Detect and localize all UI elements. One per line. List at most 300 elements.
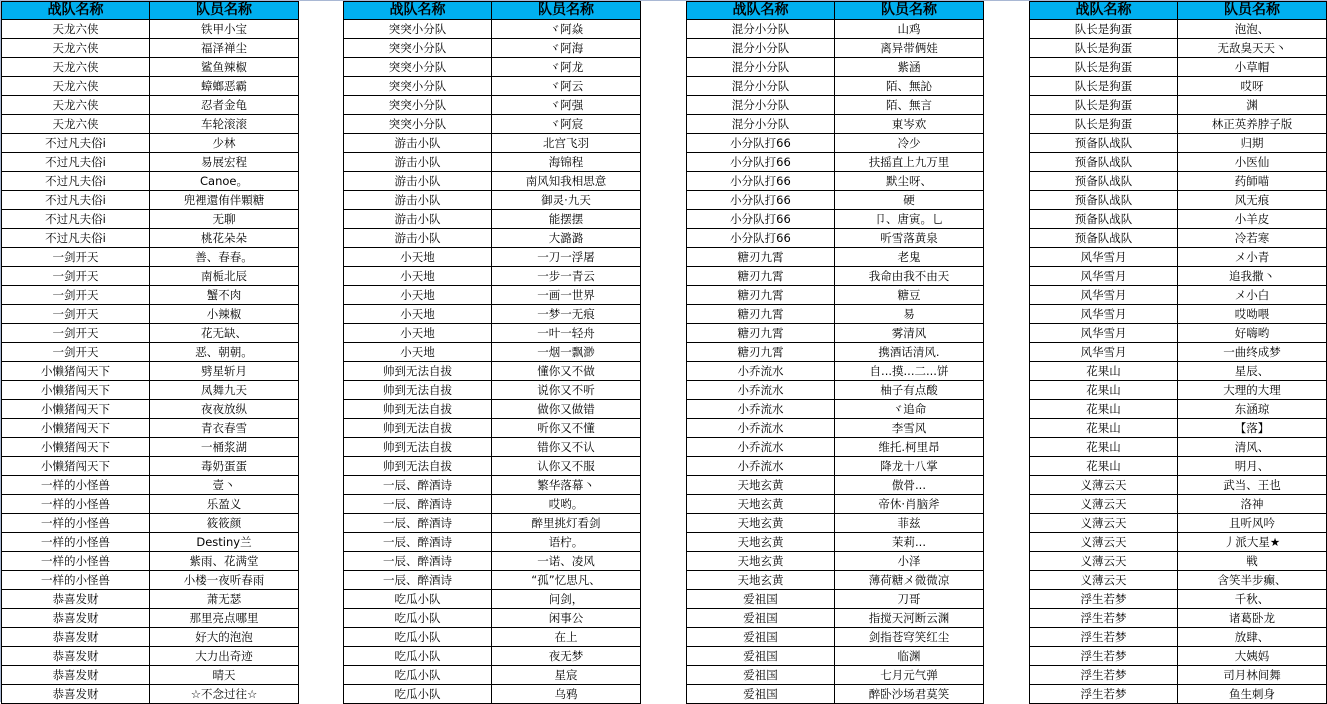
team-name-cell[interactable]: 爱祖国	[687, 666, 835, 685]
member-name-header[interactable]: 队员名称	[1178, 2, 1327, 20]
member-name-cell[interactable]: 恶、朝朝。	[150, 343, 299, 362]
team-name-cell[interactable]: 一剑开天	[2, 343, 150, 362]
member-name-cell[interactable]: 福泽禅尘	[150, 39, 299, 58]
team-name-cell[interactable]: 小乔流水	[687, 362, 835, 381]
member-name-cell[interactable]: ヾ阿宸	[492, 115, 641, 134]
team-name-cell[interactable]: 天龙六侠	[2, 58, 150, 77]
member-name-cell[interactable]: 鲨鱼辣椒	[150, 58, 299, 77]
team-name-cell[interactable]: 小乔流水	[687, 400, 835, 419]
team-name-cell[interactable]: 义薄云天	[1030, 495, 1178, 514]
team-name-cell[interactable]: 一辰、醉酒诗	[344, 571, 492, 590]
member-name-cell[interactable]: 指搅天河断云渊	[835, 609, 984, 628]
team-name-cell[interactable]: 小懒猪闯天下	[2, 438, 150, 457]
team-name-cell[interactable]: 一辰、醉酒诗	[344, 476, 492, 495]
member-name-cell[interactable]: ヾ阿云	[492, 77, 641, 96]
member-name-cell[interactable]: Destiny兰	[150, 533, 299, 552]
team-name-cell[interactable]: 不过凡夫俗i	[2, 172, 150, 191]
team-name-cell[interactable]: 混分小分队	[687, 77, 835, 96]
member-name-cell[interactable]: 乐盈义	[150, 495, 299, 514]
team-name-cell[interactable]: 吃瓜小队	[344, 666, 492, 685]
team-name-cell[interactable]: 一样的小怪兽	[2, 571, 150, 590]
team-name-cell[interactable]: 小天地	[344, 248, 492, 267]
member-name-cell[interactable]: 菲兹	[835, 514, 984, 533]
team-name-cell[interactable]: 帅到无法自拔	[344, 457, 492, 476]
team-name-cell[interactable]: 队长是狗蛋	[1030, 39, 1178, 58]
member-name-cell[interactable]: 默尘呀、	[835, 172, 984, 191]
member-name-cell[interactable]: 听你又不懂	[492, 419, 641, 438]
team-name-cell[interactable]: 小乔流水	[687, 419, 835, 438]
team-name-cell[interactable]: 花果山	[1030, 419, 1178, 438]
member-name-cell[interactable]: 刀哥	[835, 590, 984, 609]
team-name-header[interactable]: 战队名称	[687, 2, 835, 20]
team-name-cell[interactable]: 混分小分队	[687, 115, 835, 134]
team-name-cell[interactable]: 小懒猪闯天下	[2, 457, 150, 476]
table-row	[2, 400, 299, 419]
member-name-cell[interactable]: 认你又不服	[492, 457, 641, 476]
member-name-cell[interactable]: 哎呀	[1178, 77, 1327, 96]
member-name-cell[interactable]: 临渊	[835, 647, 984, 666]
team-name-cell[interactable]: 帅到无法自拔	[344, 438, 492, 457]
team-name-header[interactable]: 战队名称	[1030, 2, 1178, 20]
team-name-cell[interactable]: 游击小队	[344, 191, 492, 210]
member-name-cell[interactable]: 渊	[1178, 96, 1327, 115]
team-name-cell[interactable]: 小分队打66	[687, 210, 835, 229]
team-name-cell[interactable]: 天龙六侠	[2, 20, 150, 39]
member-name-cell[interactable]: 卩、唐寅。乚	[835, 210, 984, 229]
team-name-cell[interactable]: 天地玄黄	[687, 495, 835, 514]
team-name-cell[interactable]: 小懒猪闯天下	[2, 381, 150, 400]
member-name-cell[interactable]: メ小青	[1178, 248, 1327, 267]
team-name-cell[interactable]: 吃瓜小队	[344, 685, 492, 704]
team-name-cell[interactable]: 小乔流水	[687, 438, 835, 457]
team-name-cell[interactable]: 一辰、醉酒诗	[344, 533, 492, 552]
team-name-cell[interactable]: 花果山	[1030, 381, 1178, 400]
team-name-cell[interactable]: 浮生若梦	[1030, 628, 1178, 647]
member-name-cell[interactable]: 一烟一飘渺	[492, 343, 641, 362]
team-name-cell[interactable]: 游击小队	[344, 229, 492, 248]
team-name-cell[interactable]: 混分小分队	[687, 39, 835, 58]
member-name-cell[interactable]: 一曲终成梦	[1178, 343, 1327, 362]
team-name-cell[interactable]: 混分小分队	[687, 58, 835, 77]
member-name-cell[interactable]: 维托.柯里昂	[835, 438, 984, 457]
team-name-cell[interactable]: 游击小队	[344, 172, 492, 191]
member-name-cell[interactable]: 司月林间舞	[1178, 666, 1327, 685]
member-name-cell[interactable]: 扶摇直上九万里	[835, 153, 984, 172]
member-name-cell[interactable]: 那里亮点哪里	[150, 609, 299, 628]
member-name-cell[interactable]: 诸葛卧龙	[1178, 609, 1327, 628]
member-name-cell[interactable]: 冷少	[835, 134, 984, 153]
team-name-cell[interactable]: 队长是狗蛋	[1030, 115, 1178, 134]
team-name-cell[interactable]: 一辰、醉酒诗	[344, 514, 492, 533]
team-name-cell[interactable]: 预备队战队	[1030, 191, 1178, 210]
member-name-cell[interactable]: 追我撒丶	[1178, 267, 1327, 286]
team-name-cell[interactable]: 义薄云天	[1030, 533, 1178, 552]
team-name-cell[interactable]: 小乔流水	[687, 457, 835, 476]
team-name-cell[interactable]: 一剑开天	[2, 267, 150, 286]
member-name-cell[interactable]: 说你又不听	[492, 381, 641, 400]
member-name-header[interactable]: 队员名称	[835, 2, 984, 20]
member-name-cell[interactable]: 陌、無訫	[835, 77, 984, 96]
team-name-cell[interactable]: 花果山	[1030, 438, 1178, 457]
team-name-cell[interactable]: 小天地	[344, 324, 492, 343]
team-name-cell[interactable]: 游击小队	[344, 210, 492, 229]
member-name-cell[interactable]: 帝休·肖脑斧	[835, 495, 984, 514]
team-name-cell[interactable]: 突突小分队	[344, 96, 492, 115]
team-name-cell[interactable]: 突突小分队	[344, 77, 492, 96]
member-name-cell[interactable]: 好大的泡泡	[150, 628, 299, 647]
member-name-cell[interactable]: ヾ追命	[835, 400, 984, 419]
member-name-cell[interactable]: 夜夜放纵	[150, 400, 299, 419]
team-name-cell[interactable]: 队长是狗蛋	[1030, 20, 1178, 39]
team-name-cell[interactable]: 爱祖国	[687, 590, 835, 609]
member-name-cell[interactable]: 清风、	[1178, 438, 1327, 457]
team-name-cell[interactable]: 浮生若梦	[1030, 590, 1178, 609]
team-name-cell[interactable]: 小天地	[344, 286, 492, 305]
member-name-cell[interactable]: 车轮滚滚	[150, 115, 299, 134]
team-name-cell[interactable]: 恭喜发财	[2, 609, 150, 628]
team-name-cell[interactable]: 吃瓜小队	[344, 609, 492, 628]
team-name-cell[interactable]: 不过凡夫俗i	[2, 153, 150, 172]
member-name-cell[interactable]: 雾清风	[835, 324, 984, 343]
team-name-cell[interactable]: 小天地	[344, 267, 492, 286]
member-name-cell[interactable]: 御灵·九天	[492, 191, 641, 210]
member-name-cell[interactable]: 携酒话清风.	[835, 343, 984, 362]
team-name-cell[interactable]: 小懒猪闯天下	[2, 419, 150, 438]
team-name-cell[interactable]: 浮生若梦	[1030, 609, 1178, 628]
member-name-cell[interactable]: 一画一世界	[492, 286, 641, 305]
member-name-header[interactable]: 队员名称	[492, 2, 641, 20]
member-name-cell[interactable]: 老鬼	[835, 248, 984, 267]
team-name-header[interactable]: 战队名称	[344, 2, 492, 20]
team-name-cell[interactable]: 爱祖国	[687, 609, 835, 628]
member-name-cell[interactable]: 一叶一轻舟	[492, 324, 641, 343]
team-name-cell[interactable]: 吃瓜小队	[344, 628, 492, 647]
member-name-cell[interactable]: 劈星斩月	[150, 362, 299, 381]
team-name-cell[interactable]: 浮生若梦	[1030, 647, 1178, 666]
team-name-cell[interactable]: 队长是狗蛋	[1030, 77, 1178, 96]
member-name-cell[interactable]: 凤舞九天	[150, 381, 299, 400]
member-name-cell[interactable]: 少林	[150, 134, 299, 153]
member-name-cell[interactable]: 東岑欢	[835, 115, 984, 134]
team-name-cell[interactable]: 吃瓜小队	[344, 590, 492, 609]
member-name-cell[interactable]: 大力出奇迹	[150, 647, 299, 666]
member-name-cell[interactable]: 大潞潞	[492, 229, 641, 248]
member-name-cell[interactable]: 花无缺、	[150, 324, 299, 343]
team-name-cell[interactable]: 突突小分队	[344, 20, 492, 39]
member-name-cell[interactable]: 自...摸...二...饼	[835, 362, 984, 381]
team-name-cell[interactable]: 爱祖国	[687, 685, 835, 704]
team-name-cell[interactable]: 小懒猪闯天下	[2, 362, 150, 381]
member-name-cell[interactable]: “孤”忆思凡、	[492, 571, 641, 590]
team-name-cell[interactable]: 糖刃九霄	[687, 324, 835, 343]
member-name-cell[interactable]: 我命由我不由天	[835, 267, 984, 286]
team-name-cell[interactable]: 义薄云天	[1030, 476, 1178, 495]
member-name-cell[interactable]: 紫雨、花满堂	[150, 552, 299, 571]
team-name-cell[interactable]: 预备队战队	[1030, 134, 1178, 153]
team-name-cell[interactable]: 一剑开天	[2, 305, 150, 324]
member-name-cell[interactable]: 醉里挑灯看剑	[492, 514, 641, 533]
member-name-cell[interactable]: 繁华落幕丶	[492, 476, 641, 495]
team-name-cell[interactable]: 小乔流水	[687, 381, 835, 400]
team-name-cell[interactable]: 风华雪月	[1030, 305, 1178, 324]
member-name-cell[interactable]: 林正英养脖子版	[1178, 115, 1327, 134]
team-name-cell[interactable]: 天龙六侠	[2, 115, 150, 134]
team-name-cell[interactable]: 小分队打66	[687, 229, 835, 248]
team-name-cell[interactable]: 风华雪月	[1030, 248, 1178, 267]
team-name-cell[interactable]: 糖刃九霄	[687, 305, 835, 324]
member-name-cell[interactable]: 放肆、	[1178, 628, 1327, 647]
team-name-cell[interactable]: 一样的小怪兽	[2, 552, 150, 571]
team-name-cell[interactable]: 小分队打66	[687, 134, 835, 153]
member-name-cell[interactable]: 大理的大理	[1178, 381, 1327, 400]
member-name-cell[interactable]: 一步一青云	[492, 267, 641, 286]
member-name-header[interactable]: 队员名称	[150, 2, 299, 20]
team-name-cell[interactable]: 预备队战队	[1030, 153, 1178, 172]
team-name-cell[interactable]: 一样的小怪兽	[2, 495, 150, 514]
team-name-cell[interactable]: 恭喜发财	[2, 666, 150, 685]
member-name-cell[interactable]: 陌、無言	[835, 96, 984, 115]
team-name-cell[interactable]: 糖刃九霄	[687, 286, 835, 305]
member-name-cell[interactable]: 小泽	[835, 552, 984, 571]
team-name-cell[interactable]: 吃瓜小队	[344, 647, 492, 666]
member-name-cell[interactable]: 易	[835, 305, 984, 324]
member-name-cell[interactable]: 小辣椒	[150, 305, 299, 324]
team-name-cell[interactable]: 队长是狗蛋	[1030, 96, 1178, 115]
member-name-cell[interactable]: 冷若寒	[1178, 229, 1327, 248]
member-name-cell[interactable]: 柚子有点酸	[835, 381, 984, 400]
member-name-cell[interactable]: 夜无梦	[492, 647, 641, 666]
member-name-cell[interactable]: 风无痕	[1178, 191, 1327, 210]
team-name-cell[interactable]: 风华雪月	[1030, 286, 1178, 305]
member-name-cell[interactable]: 懂你又不做	[492, 362, 641, 381]
team-name-cell[interactable]: 爱祖国	[687, 647, 835, 666]
team-name-cell[interactable]: 花果山	[1030, 457, 1178, 476]
team-name-cell[interactable]: 恭喜发财	[2, 628, 150, 647]
team-name-cell[interactable]: 天地玄黄	[687, 571, 835, 590]
member-name-cell[interactable]: 含笑半步癫、	[1178, 571, 1327, 590]
team-name-cell[interactable]: 恭喜发财	[2, 685, 150, 704]
member-name-cell[interactable]: ヾ阿龙	[492, 58, 641, 77]
team-name-cell[interactable]: 一样的小怪兽	[2, 476, 150, 495]
team-name-cell[interactable]: 一剑开天	[2, 248, 150, 267]
member-name-cell[interactable]: 鱼生刺身	[1178, 685, 1327, 704]
team-name-cell[interactable]: 义薄云天	[1030, 514, 1178, 533]
member-name-cell[interactable]: 大姨妈	[1178, 647, 1327, 666]
member-name-cell[interactable]: 闲事公	[492, 609, 641, 628]
member-name-cell[interactable]: 南栀北辰	[150, 267, 299, 286]
member-name-cell[interactable]: 且听风吟	[1178, 514, 1327, 533]
member-name-cell[interactable]: 哎哟。	[492, 495, 641, 514]
member-name-cell[interactable]: 山鸡	[835, 20, 984, 39]
member-name-cell[interactable]: 一刀一浮屠	[492, 248, 641, 267]
member-name-cell[interactable]: 做你又做错	[492, 400, 641, 419]
team-name-cell[interactable]: 混分小分队	[687, 96, 835, 115]
team-name-cell[interactable]: 花果山	[1030, 362, 1178, 381]
member-name-cell[interactable]: 李雪风	[835, 419, 984, 438]
member-name-cell[interactable]: 离异带俩娃	[835, 39, 984, 58]
team-name-cell[interactable]: 小分队打66	[687, 191, 835, 210]
team-name-cell[interactable]: 义薄云天	[1030, 552, 1178, 571]
member-name-cell[interactable]: 洛神	[1178, 495, 1327, 514]
member-name-cell[interactable]: 兜裡還侑伴顆糖	[150, 191, 299, 210]
member-name-cell[interactable]: 小楼一夜听春雨	[150, 571, 299, 590]
team-name-cell[interactable]: 浮生若梦	[1030, 685, 1178, 704]
member-name-cell[interactable]: Canoe。	[150, 172, 299, 191]
team-name-cell[interactable]: 糖刃九霄	[687, 343, 835, 362]
member-name-cell[interactable]: 错你又不认	[492, 438, 641, 457]
member-name-cell[interactable]: ☆不念过往☆	[150, 685, 299, 704]
team-name-cell[interactable]: 小天地	[344, 343, 492, 362]
member-name-cell[interactable]: 好嗨哟	[1178, 324, 1327, 343]
team-name-cell[interactable]: 天龙六侠	[2, 39, 150, 58]
member-name-cell[interactable]: 武当、王也	[1178, 476, 1327, 495]
team-name-cell[interactable]: 一辰、醉酒诗	[344, 552, 492, 571]
member-name-cell[interactable]: 在上	[492, 628, 641, 647]
team-name-cell[interactable]: 预备队战队	[1030, 172, 1178, 191]
team-name-cell[interactable]: 突突小分队	[344, 39, 492, 58]
member-name-cell[interactable]: 筱筱颜	[150, 514, 299, 533]
team-name-cell[interactable]: 一辰、醉酒诗	[344, 495, 492, 514]
member-name-cell[interactable]: 青衣春雪	[150, 419, 299, 438]
team-name-cell[interactable]: 义薄云天	[1030, 571, 1178, 590]
member-name-cell[interactable]: ヾ阿海	[492, 39, 641, 58]
member-name-cell[interactable]: 薄荷糖メ微微凉	[835, 571, 984, 590]
team-name-cell[interactable]: 突突小分队	[344, 115, 492, 134]
member-name-cell[interactable]: 忍者金龟	[150, 96, 299, 115]
team-name-cell[interactable]: 天地玄黄	[687, 476, 835, 495]
team-name-cell[interactable]: 不过凡夫俗i	[2, 134, 150, 153]
team-name-cell[interactable]: 小天地	[344, 305, 492, 324]
team-name-cell[interactable]: 浮生若梦	[1030, 666, 1178, 685]
member-name-cell[interactable]: 晴天	[150, 666, 299, 685]
member-name-cell[interactable]: 丿派大星★	[1178, 533, 1327, 552]
member-name-cell[interactable]: 能摆摆	[492, 210, 641, 229]
team-name-cell[interactable]: 爱祖国	[687, 628, 835, 647]
member-name-cell[interactable]: 桃花朵朵	[150, 229, 299, 248]
member-name-cell[interactable]: 毒奶蛋蛋	[150, 457, 299, 476]
member-name-cell[interactable]: 听雪落黄泉	[835, 229, 984, 248]
team-name-cell[interactable]: 一样的小怪兽	[2, 533, 150, 552]
team-name-cell[interactable]: 不过凡夫俗i	[2, 191, 150, 210]
member-name-cell[interactable]: 降龙十八掌	[835, 457, 984, 476]
team-name-cell[interactable]: 游击小队	[344, 134, 492, 153]
member-name-cell[interactable]: 小草帽	[1178, 58, 1327, 77]
team-name-cell[interactable]: 糖刃九霄	[687, 248, 835, 267]
team-name-cell[interactable]: 预备队战队	[1030, 229, 1178, 248]
team-name-cell[interactable]: 天地玄黄	[687, 514, 835, 533]
team-name-cell[interactable]: 小懒猪闯天下	[2, 400, 150, 419]
team-name-cell[interactable]: 风华雪月	[1030, 343, 1178, 362]
member-name-cell[interactable]: 硬	[835, 191, 984, 210]
member-name-cell[interactable]: 茉莉...	[835, 533, 984, 552]
member-name-cell[interactable]: ヾ阿强	[492, 96, 641, 115]
team-name-cell[interactable]: 帅到无法自拔	[344, 400, 492, 419]
team-name-cell[interactable]: 风华雪月	[1030, 324, 1178, 343]
member-name-cell[interactable]: 七月元气弹	[835, 666, 984, 685]
team-name-cell[interactable]: 天龙六侠	[2, 96, 150, 115]
member-name-cell[interactable]: 海锦程	[492, 153, 641, 172]
member-name-cell[interactable]: 蟑螂恶霸	[150, 77, 299, 96]
team-name-cell[interactable]: 帅到无法自拔	[344, 362, 492, 381]
member-name-cell[interactable]: 药師喵	[1178, 172, 1327, 191]
member-name-cell[interactable]: 糖豆	[835, 286, 984, 305]
member-name-cell[interactable]: 乌鸦	[492, 685, 641, 704]
member-name-cell[interactable]: 问剑，	[492, 590, 641, 609]
member-name-cell[interactable]: 北宫飞羽	[492, 134, 641, 153]
member-name-cell[interactable]: 善、春春。	[150, 248, 299, 267]
member-name-cell[interactable]: 语柠。	[492, 533, 641, 552]
team-name-cell[interactable]: 糖刃九霄	[687, 267, 835, 286]
team-name-cell[interactable]: 恭喜发财	[2, 590, 150, 609]
member-name-cell[interactable]: 一诺、凌风	[492, 552, 641, 571]
team-name-cell[interactable]: 天地玄黄	[687, 552, 835, 571]
team-name-cell[interactable]: 花果山	[1030, 400, 1178, 419]
member-name-cell[interactable]: 星宸	[492, 666, 641, 685]
team-name-cell[interactable]: 预备队战队	[1030, 210, 1178, 229]
team-name-cell[interactable]: 恭喜发财	[2, 647, 150, 666]
member-name-cell[interactable]: メ小白	[1178, 286, 1327, 305]
table-row	[687, 438, 984, 457]
member-name-cell[interactable]: 东涵琼	[1178, 400, 1327, 419]
member-name-cell[interactable]: 一桶浆湖	[150, 438, 299, 457]
member-name-cell[interactable]: ヾ阿焱	[492, 20, 641, 39]
member-name-cell[interactable]: 剑指苍穹笑红尘	[835, 628, 984, 647]
team-name-cell[interactable]: 混分小分队	[687, 20, 835, 39]
member-name-cell[interactable]: 易展宏程	[150, 153, 299, 172]
member-name-cell[interactable]: 明月、	[1178, 457, 1327, 476]
member-name-cell[interactable]: 无敌臭天天丶	[1178, 39, 1327, 58]
table-row	[687, 191, 984, 210]
member-name-cell[interactable]: 醉卧沙场君莫笑	[835, 685, 984, 704]
member-name-cell[interactable]: 蟹不肉	[150, 286, 299, 305]
team-name-cell[interactable]: 天地玄黄	[687, 533, 835, 552]
team-name-cell[interactable]: 一样的小怪兽	[2, 514, 150, 533]
member-name-cell[interactable]: 泡泡、	[1178, 20, 1327, 39]
team-name-cell[interactable]: 风华雪月	[1030, 267, 1178, 286]
team-name-cell[interactable]: 天龙六侠	[2, 77, 150, 96]
member-name-cell[interactable]: 【落】	[1178, 419, 1327, 438]
member-name-cell[interactable]: 星辰、	[1178, 362, 1327, 381]
team-name-cell[interactable]: 小分队打66	[687, 153, 835, 172]
table-row	[2, 476, 299, 495]
team-name-cell[interactable]: 帅到无法自拔	[344, 419, 492, 438]
member-name-cell[interactable]: 傲骨...	[835, 476, 984, 495]
member-name-cell[interactable]: 铁甲小宝	[150, 20, 299, 39]
team-name-cell[interactable]: 小分队打66	[687, 172, 835, 191]
team-name-cell[interactable]: 帅到无法自拔	[344, 381, 492, 400]
team-name-cell[interactable]: 游击小队	[344, 153, 492, 172]
member-name-cell[interactable]: 壹丶	[150, 476, 299, 495]
member-name-cell[interactable]: 无聊	[150, 210, 299, 229]
team-name-cell[interactable]: 不过凡夫俗i	[2, 229, 150, 248]
team-name-cell[interactable]: 不过凡夫俗i	[2, 210, 150, 229]
member-name-cell[interactable]: 哎呦喂	[1178, 305, 1327, 324]
member-name-cell[interactable]: 小医仙	[1178, 153, 1327, 172]
member-name-cell[interactable]: 南风知我相思意	[492, 172, 641, 191]
member-name-cell[interactable]: 一梦一无痕	[492, 305, 641, 324]
team-name-cell[interactable]: 一剑开天	[2, 286, 150, 305]
member-name-cell[interactable]: 萧无瑟	[150, 590, 299, 609]
member-name-cell[interactable]: 紫涵	[835, 58, 984, 77]
team-name-cell[interactable]: 队长是狗蛋	[1030, 58, 1178, 77]
team-name-cell[interactable]: 突突小分队	[344, 58, 492, 77]
team-name-cell[interactable]: 一剑开天	[2, 324, 150, 343]
member-name-cell[interactable]: 千秋、	[1178, 590, 1327, 609]
member-name-cell[interactable]: 小羊皮	[1178, 210, 1327, 229]
member-name-cell[interactable]: 戦	[1178, 552, 1327, 571]
member-name-cell[interactable]: 归期	[1178, 134, 1327, 153]
team-name-header[interactable]: 战队名称	[2, 2, 150, 20]
